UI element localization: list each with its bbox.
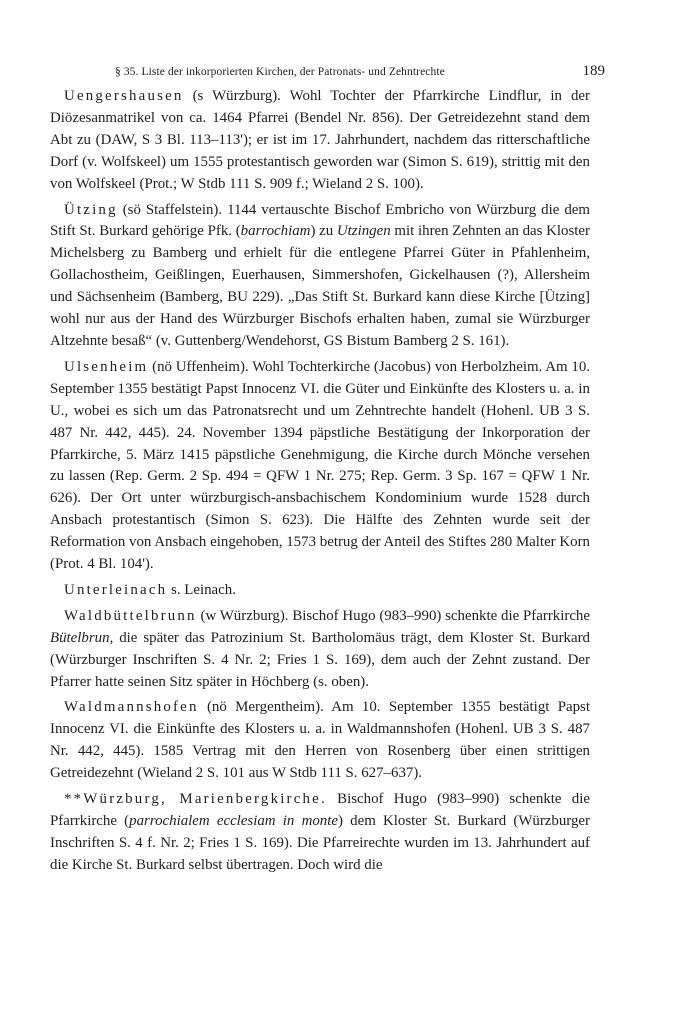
latin-term: barrochiam bbox=[240, 223, 311, 240]
entry-uetzing bbox=[50, 200, 590, 353]
entry-wuerzburg-marienbergkirche bbox=[50, 789, 590, 877]
entry-text: (w Würzburg). Bischof Hugo (983–990) schenkte die Pfarrkirche bbox=[196, 607, 590, 624]
entry-text: , die später das Patrozinium St. Bartholomäus trägt, dem Kloster St. Burkard (Würzburger Inschriften S. 4 Nr. 2; Fries 1 S. 169), dem auch der Zehnt zustand. Der Pfarrer hatte seinen Sitz später in Höchberg (s. oben). bbox=[50, 629, 590, 690]
entry-keyword: **Würzburg, Marienbergkirche. bbox=[64, 791, 327, 808]
entry-keyword: Ulsenheim bbox=[64, 358, 149, 375]
book-page bbox=[50, 56, 605, 881]
entry-text: (nö Uffenheim). Wohl Tochterkirche (Jacobus) von Herbolzheim. Am 10. September 1355 bestätigt Papst Innocenz VI. die Güter und Einkünfte des Klosters u. a. in U., wobei es sich um das Patronatsrecht und um Zehntrechte handelt (Hohenl. UB 3 S. 487 Nr. 442, 445). 24. November 1394 päpstliche Bestätigung der Inkorporation der Pfarrkirche, 5. März 1415 päpstliche Genehmigung, die Kirche durch Mönche versehen zu lassen (Rep. Germ. 2 Sp. 494 = QFW 1 Nr. 275; Rep. Germ. 3 Sp. 167 = QFW 1 Nr. 626). Der Ort unter würzburgisch-ansbachischem Kondominium wurde 1528 durch Ansbach protestantisch (Simon S. 623). Die Hälfte des Zehnten wurde seit der Reformation von Ansbach eingehoben, 1573 betrug der Anteil des Stiftes 280 Malter Korn (Prot. 4 Bl. 104'). bbox=[50, 358, 590, 573]
entry-ulsenheim bbox=[50, 357, 590, 576]
latin-term: Bütelbrun bbox=[50, 629, 110, 646]
entry-keyword: Uengershausen bbox=[64, 88, 184, 104]
entry-text: mit ihren Zehnten an das Kloster Michelsberg zu Bamberg und erhielt für die entlegene Pfarrei Güter in Pfahlenheim, Gollachostheim, Geißlingen, Euerhausen, Simmershofen, Gickelhausen (?), Allersheim und Sächsenheim (Bamberg, BU 229). „Das Stift St. Burkard kann diese Kirche [Ützing] wohl nur aus der Hand des Würzburger Bischofs erhalten haben, zumal sie Würzburger Altzehnte besaß“ (v. Guttenberg/Wendehorst, GS Bistum Bamberg 2 S. 161). bbox=[50, 223, 591, 349]
entry-keyword: Waldbüttelbrunn bbox=[64, 607, 197, 624]
entry-keyword: Waldmannshofen bbox=[64, 699, 199, 716]
entry-text: ) zu bbox=[310, 223, 337, 240]
entry-text: (s Würzburg). Wohl Tochter der Pfarrkirche Lindflur, in der Diözesanmatrikel von ca. 1464 Pfarrei (Bendel Nr. 856). Der Getreidezehnt stand dem Abt zu (DAW, S 3 Bl. 113–113'); er ist im 17. Jahrhundert, nachdem das ritterschaftliche Dorf (v. Wolfskeel) um 1555 protestantisch geworden war (Simon S. 619), strittig mit den von Wolfskeel (Prot.; W Stdb 111 S. 909 f.; Wieland 2 S. 100). bbox=[50, 88, 590, 192]
running-title: § 35. Liste der inkorporierten Kirchen, der Patronats- und Zehntrechte bbox=[115, 66, 445, 78]
entry-text: ) dem Kloster St. Burkard (Würzburger Inschriften S. 4 f. Nr. 2; Fries 1 S. 169). Die Pfarreirechte wurden im 13. Jahrhundert auf die Kirche St. Burkard selbst übertragen. Doch wird die bbox=[50, 813, 590, 873]
entry-waldbuettelbrunn bbox=[50, 606, 590, 694]
entry-text: (nö Mergentheim). Am 10. September 1355 bestätigt Papst Innocenz VI. die Einkünfte des Klosters u. a. in Waldmannshofen (Hohenl. UB 3 S. 487 Nr. 442, 445). 1585 Vertrag mit den Herren von Rosenberg über einen strittigen Getreidezehnt (Wieland 2 S. 101 aus W Stdb 111 S. 627–637). bbox=[50, 699, 590, 782]
entry-keyword: Unterleinach bbox=[64, 581, 168, 598]
page-number: 189 bbox=[582, 63, 605, 79]
entry-waldmannshofen bbox=[50, 697, 590, 785]
latin-term: parrochialem ecclesiam in monte bbox=[129, 813, 338, 829]
page-header bbox=[50, 56, 605, 86]
entry-keyword: Ützing bbox=[64, 201, 118, 218]
entry-unterleinach bbox=[50, 580, 590, 602]
entry-text: (sö Staffelstein). 1144 vertauschte Bischof Embricho von Würzburg die dem Stift St. Burkard gehörige Pfk. ( bbox=[50, 201, 590, 240]
entry-uengershausen bbox=[50, 86, 590, 196]
entry-text: s. Leinach. bbox=[167, 581, 236, 598]
latin-term: Utzingen bbox=[336, 223, 391, 240]
entry-text: Bischof Hugo (983–990) schenkte die Pfarrkirche ( bbox=[50, 791, 590, 829]
